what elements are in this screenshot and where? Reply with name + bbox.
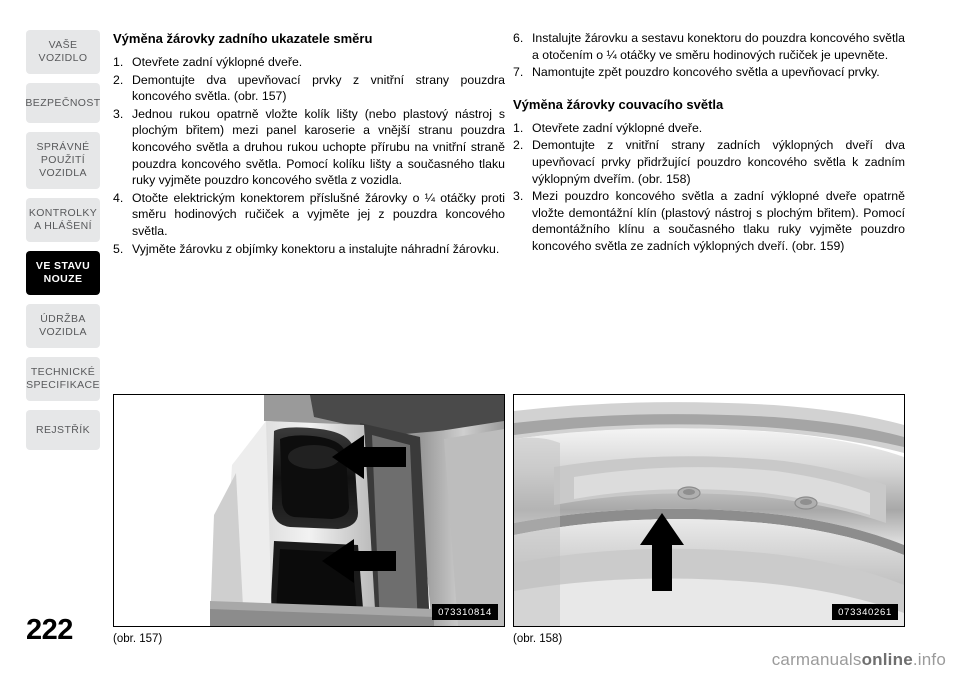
sidebar-item-technicke-specifikace[interactable] [26,357,100,401]
sidebar-item-label: VE STAVU [35,260,91,272]
sidebar-item-kontrolky-a-hlaseni[interactable] [26,198,100,242]
list-item [513,137,905,187]
sidebar-item-label: VOZIDLA [39,167,87,179]
list-item [513,188,905,254]
figure-illustration [514,395,904,626]
list-item [113,72,505,105]
sidebar-item-udrzba-vozidla[interactable] [26,304,100,348]
step-number: 1. [113,55,124,69]
figure-caption-right: (obr. 158) [513,633,563,645]
figure-caption-left: (obr. 157) [113,633,163,645]
section-title-turn-signal-bulb: Výměna žárovky zadního ukazatele směru [113,31,373,46]
sidebar-item-label: SPECIFIKACE [26,379,100,391]
step-text: Mezi pouzdro koncového světla a zadní výklopné dveře opatrně vložte demontážní klín (plastový nástroj s plochým břitem). Pomocí demontážního klínu a současného tlaku ruky vyjměte pouzdro koncového světla ze zadních výklopných dveří. (obr. 159) [532,189,905,253]
list-item [113,241,505,258]
sidebar-item-label: REJSTŘÍK [36,423,90,436]
list-item [513,64,905,81]
step-number: 2. [513,138,524,153]
list-item [513,120,905,137]
sidebar-item-vase-vozidlo[interactable] [26,30,100,74]
step-text: Jednou rukou opatrně vložte kolík lišty (nebo plastový nástroj s plochým břitem) mezi panel karoserie a vnější stranu pouzdra koncového světla a druhou rukou uchopte přírubu na vnitřní straně pouzdra koncového světla. Pomocí kolíku lišty a současného tlaku ruky vyjměte pouzdro koncového světla z vozidla. [132,106,505,188]
step-number: 7. [513,65,524,80]
section-title-reverse-light-bulb: Výměna žárovky couvacího světla [513,96,724,112]
figure-illustration [114,395,504,626]
page-number: 222 [26,614,73,646]
sidebar-item-label: SPRÁVNÉ [36,141,90,153]
sidebar-item-rejstrik[interactable] [26,410,100,450]
step-text: Demontujte z vnitřní strany zadních výklopných dveří dva upevňovací prvky přidržující pouzdro koncového světla k zadním výklopným dveřím. (obr. 158) [532,138,905,186]
sidebar-nav [26,30,100,459]
figure-liftgate-fasteners [513,394,905,627]
sidebar-item-ve-stavu-nouze[interactable] [26,251,100,295]
step-number: 3. [513,189,524,204]
sidebar-item-label: NOUZE [43,273,83,285]
figure-tail-lamp-fasteners [113,394,505,627]
watermark-suffix: .info [912,650,946,669]
sidebar-item-label: KONTROLKY [28,207,98,219]
sidebar-item-label: VOZIDLO [38,52,88,64]
watermark [772,650,946,670]
sidebar-item-label: TECHNICKÉ [30,366,96,378]
left-text-column [113,30,505,258]
step-number: 1. [513,120,524,135]
step-text: Otevřete zadní výklopné dveře. [532,120,703,135]
list-item [113,106,505,189]
step-number: 2. [113,72,124,87]
step-number: 5. [113,241,124,256]
left-steps-list [113,54,505,257]
step-number: 3. [113,106,124,121]
sidebar-item-label: BEZPEČNOST [25,96,101,109]
step-text: Instalujte žárovku a sestavu konektoru do pouzdra koncového světla a otočením o ¼ otáčky ve směru hodinových ručiček je upevněte. [532,31,905,62]
step-text: Otevřete zadní výklopné dveře. [132,55,303,69]
sidebar-item-label: POUŽITÍ [40,154,86,166]
step-text: Otočte elektrickým konektorem příslušné žárovky o ¼ otáčky proti směru hodinových ručiček a vyjměte jej z pouzdra koncového světla. [132,190,505,238]
list-item [113,190,505,240]
figure-code: 073340261 [832,604,898,620]
step-number: 4. [113,190,124,205]
watermark-bold: online [861,650,913,669]
sidebar-item-label: ÚDRŽBA [40,313,86,325]
list-item [513,30,905,63]
sidebar-item-bezpecnost[interactable] [26,83,100,123]
step-text: Demontujte dva upevňovací prvky z vnitřní strany pouzdra koncového světla. (obr. 157) [132,72,505,104]
sidebar-item-label: VOZIDLA [39,326,87,338]
figure-code: 073310814 [432,604,498,620]
sidebar-item-spravne-pouziti-vozidla[interactable] [26,132,100,189]
list-item [113,54,505,71]
sidebar-item-label: A HLÁŠENÍ [34,220,92,232]
right-steps-continued-list [513,30,905,81]
watermark-light: carmanuals [771,650,862,669]
step-text: Vyjměte žárovku z objímky konektoru a instalujte náhradní žárovku. [132,241,500,256]
step-text: Namontujte zpět pouzdro koncového světla a upevňovací prvky. [532,65,880,80]
right-steps-list [513,120,905,255]
step-number: 6. [513,31,524,45]
right-text-column [513,30,905,256]
sidebar-item-label: VAŠE [48,39,78,51]
